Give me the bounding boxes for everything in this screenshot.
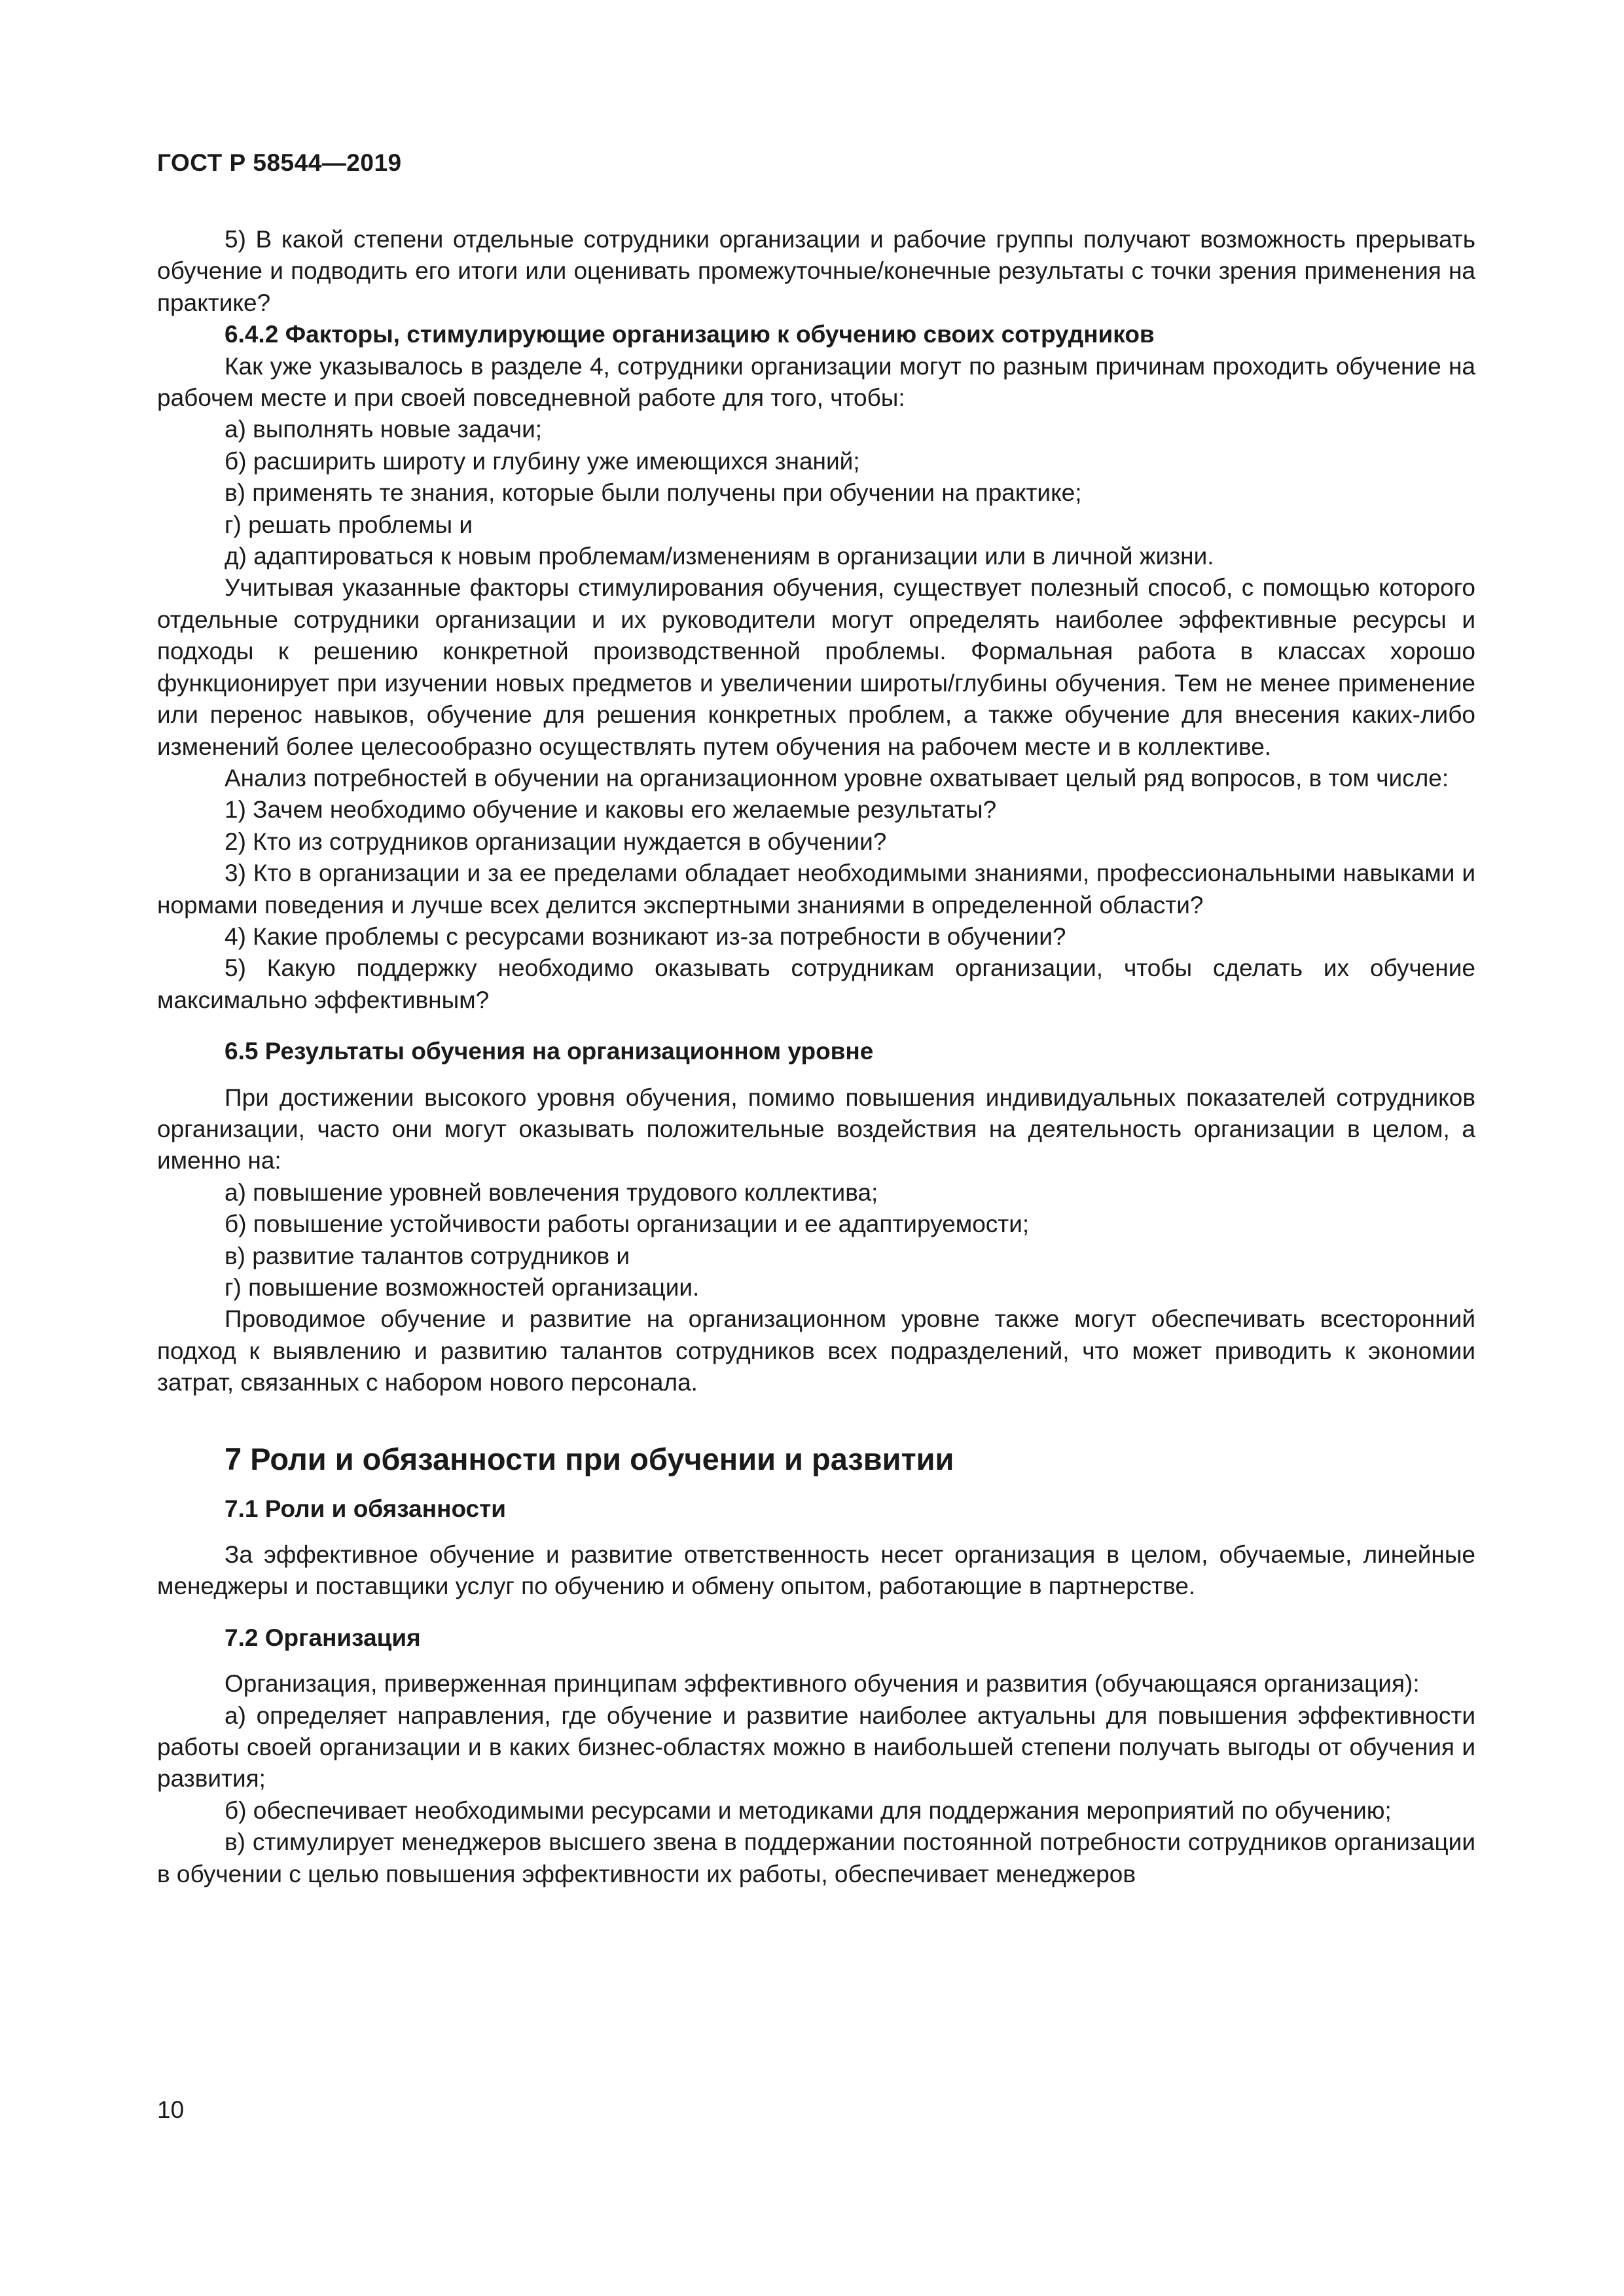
spacer [157,1068,1475,1082]
list-item: а) повышение уровней вовлечения трудового коллектива; [225,1178,878,1206]
list-item: 1) Зачем необходимо обучение и каковы его желаемые результаты? [225,796,997,824]
paragraph: Учитывая указанные факторы стимулирования обучения, существует полезный способ, с помощью которого отдельные сотрудники организации и их руководители могут определять наиболее эффективные ресурсы и подходы к решению конкретной производственной проблемы. Формальная работа в классах хорошо функционирует при изучении новых предметов и увеличении широты/глубины обучения. Тем не менее применение или перенос навыков, обучение для решения конкретных проблем, а также обучение для внесения каких-либо изменений более целесообразно осуществлять путем обучения на рабочем месте и в коллективе. [157,574,1475,760]
list-item: д) адаптироваться к новым проблемам/изменениям в организации или в личной жизни. [225,543,1214,570]
document-body [157,224,1475,1890]
list-item: 4) Какие проблемы с ресурсами возникают из-за потребности в обучении? [225,922,1066,950]
list-item: г) повышение возможностей организации. [225,1274,700,1301]
list-item: б) обеспечивает необходимыми ресурсами и методиками для поддержания мероприятий по обучению; [225,1796,1392,1824]
spacer [157,1525,1475,1539]
paragraph: Организация, приверженная принципам эффективного обучения и развития (обучающаяся организация): [225,1670,1420,1698]
subsection-title-7-1: 7.1 Роли и обязанности [225,1495,506,1522]
list-item: 5) Какую поддержку необходимо оказывать сотрудникам организации, чтобы сделать их обучение максимально эффективным? [157,955,1475,1013]
list-item: а) выполнять новые задачи; [225,416,543,443]
paragraph: 5) В какой степени отдельные сотрудники организации и рабочие группы получают возможность прерывать обучение и подводить его итоги или оценивать промежуточные/конечные результаты с точки зрения применения на практике? [157,226,1475,316]
subsection-title-7-2: 7.2 Организация [225,1624,421,1651]
paragraph: Как уже указывалось в разделе 4, сотрудники организации могут по разным причинам проходить обучение на рабочем месте и при своей повседневной работе для того, чтобы: [157,352,1475,412]
list-item: в) развитие талантов сотрудников и [225,1242,630,1269]
paragraph: За эффективное обучение и развитие ответственность несет организация в целом, обучаемые, линейные менеджеры и поставщики услуг по обучению и обмену опытом, работающие в партнерстве. [157,1541,1475,1600]
spacer [157,1399,1475,1440]
subsection-title-6-5: 6.5 Результаты обучения на организационном уровне [225,1038,874,1065]
paragraph: При достижении высокого уровня обучения, помимо повышения индивидуальных показателей сотрудников организации, часто они могут оказывать положительные воздействия на деятельность организации в целом, а именно на: [157,1084,1475,1175]
subsection-title-6-4-2: 6.4.2 Факторы, стимулирующие организацию к обучению своих сотрудников [225,321,1155,348]
spacer [157,1654,1475,1668]
list-item: г) решать проблемы и [225,511,473,538]
spacer [157,1016,1475,1036]
spacer [157,1603,1475,1622]
paragraph: Анализ потребностей в обучении на организационном уровне охватывает целый ряд вопросов, в том числе: [225,764,1449,792]
paragraph: Проводимое обучение и развитие на организационном уровне также могут обеспечивать всесторонний подход к выявлению и развитию талантов сотрудников всех подразделений, что может приводить к экономии затрат, связанных с набором нового персонала. [157,1305,1475,1396]
list-item: в) стимулирует менеджеров высшего звена в поддержании постоянной потребности сотрудников организации в обучении с целью повышения эффективности их работы, обеспечивает менеджеров [157,1829,1475,1887]
page-number: 10 [157,2096,185,2123]
list-item: 3) Кто в организации и за ее пределами обладает необходимыми знаниями, профессиональными навыками и нормами поведения и лучше всех делится экспертными знаниями в определенной области? [157,860,1475,919]
section-title-7: 7 Роли и обязанности при обучении и развитии [225,1441,954,1476]
page-header: ГОСТ Р 58544—2019 [157,149,402,176]
list-item: а) определяет направления, где обучение и развитие наиболее актуальны для повышения эффективности работы своей организации и в каких бизнес-областях можно в наибольшей степени получать выгоды от обучения и развития; [157,1702,1475,1793]
list-item: 2) Кто из сотрудников организации нуждается в обучении? [225,828,887,855]
list-item: в) применять те знания, которые были получены при обучении на практике; [225,479,1082,507]
list-item: б) расширить широту и глубину уже имеющихся знаний; [225,447,860,475]
spacer [157,1479,1475,1493]
list-item: б) повышение устойчивости работы организации и ее адаптируемости; [225,1211,1030,1238]
